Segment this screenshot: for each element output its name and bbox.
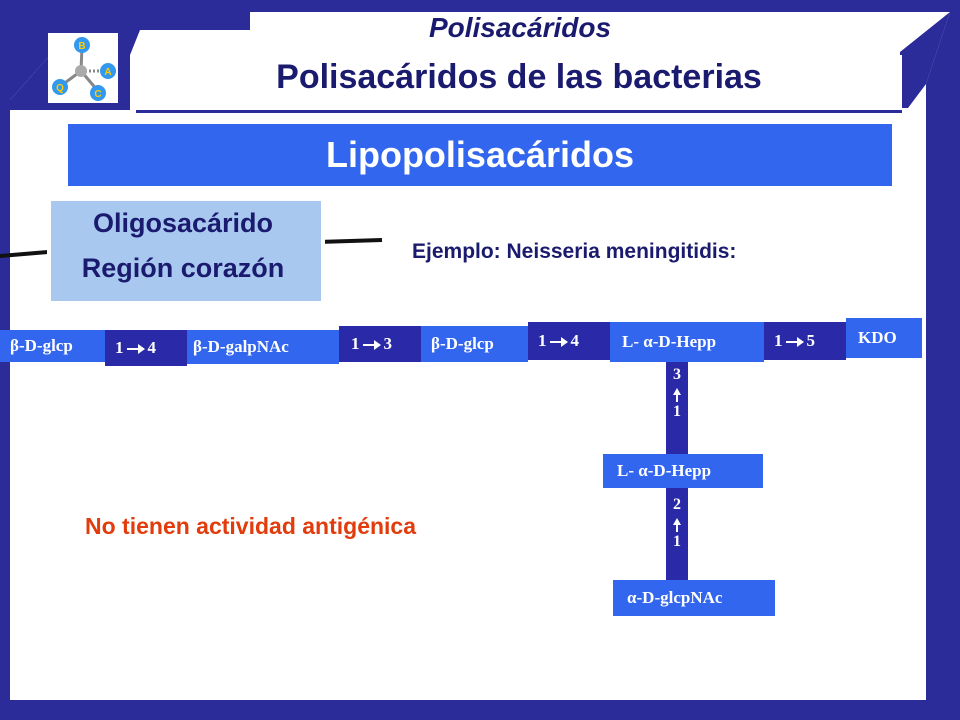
link-1-3 <box>339 326 421 362</box>
logo-letter-b: B <box>78 41 86 52</box>
unit-label: -D-glcp <box>439 334 494 353</box>
link-from: 1 <box>115 338 124 357</box>
unit-l-alpha-d-hepp-1 <box>610 322 764 362</box>
right-arrow-icon <box>127 344 145 354</box>
unit-beta-d-glcp-2 <box>421 326 528 362</box>
region-box-line2: Región corazón <box>81 253 285 283</box>
link-bottom: 1 <box>673 403 681 420</box>
unit-label: -D-Hepp <box>652 332 717 351</box>
unit-label: -D-glcpNAc <box>636 588 723 607</box>
subtitle: Lipopolisacáridos <box>325 134 635 175</box>
up-arrow-icon <box>673 388 681 395</box>
unit-alpha-d-glcpnac <box>613 580 775 616</box>
molecule-icon <box>48 33 118 103</box>
alpha-symbol: α <box>627 588 637 607</box>
section-title: Polisacáridos <box>428 12 612 43</box>
frame-bottom <box>0 700 960 720</box>
unit-label: -D-glcp <box>18 336 73 355</box>
beta-symbol: β <box>10 336 19 355</box>
right-arrow-icon <box>550 337 568 347</box>
beta-symbol: β <box>431 334 440 353</box>
alpha-symbol: α <box>638 461 648 480</box>
link-2-1 <box>666 488 688 580</box>
unit-prefix: L- <box>622 332 644 351</box>
link-to: 3 <box>383 334 392 353</box>
unit-kdo <box>846 318 922 358</box>
link-to: 4 <box>570 331 579 350</box>
beta-symbol: β <box>193 337 202 356</box>
main-title: Polisacáridos de las bacterias <box>276 58 762 96</box>
link-1-4-b <box>528 322 610 360</box>
logo <box>48 33 118 103</box>
link-to: 4 <box>147 338 156 357</box>
logo-letter-q: Q <box>56 83 64 94</box>
example-label: Ejemplo: Neisseria meningitidis: <box>412 240 737 263</box>
unit-l-alpha-d-hepp-2 <box>603 454 763 488</box>
link-top: 3 <box>673 366 681 383</box>
link-to: 5 <box>806 331 815 350</box>
link-from: 1 <box>774 331 783 350</box>
link-top: 2 <box>673 496 681 513</box>
unit-label: -D-Hepp <box>647 461 712 480</box>
unit-label: -D-galpNAc <box>201 337 289 356</box>
logo-letter-a: A <box>104 67 112 78</box>
unit-prefix: L- <box>617 461 639 480</box>
link-1-4-a <box>105 330 187 366</box>
alpha-symbol: α <box>643 332 653 351</box>
right-arrow-icon <box>786 337 804 347</box>
link-from: 1 <box>351 334 360 353</box>
logo-letter-c: C <box>94 89 102 100</box>
unit-beta-d-glcp-1 <box>0 330 105 362</box>
link-1-5 <box>764 322 846 360</box>
unit-beta-d-galpnac <box>187 330 339 364</box>
unit-label: KDO <box>858 328 897 347</box>
link-from: 1 <box>538 331 547 350</box>
up-arrow-icon <box>673 518 681 525</box>
region-box-line1: Oligosacárido <box>92 208 274 238</box>
link-3-1 <box>666 362 688 454</box>
antigenic-note: No tienen actividad antigénica <box>85 513 417 539</box>
right-arrow-icon <box>363 340 381 350</box>
link-bottom: 1 <box>673 533 681 550</box>
